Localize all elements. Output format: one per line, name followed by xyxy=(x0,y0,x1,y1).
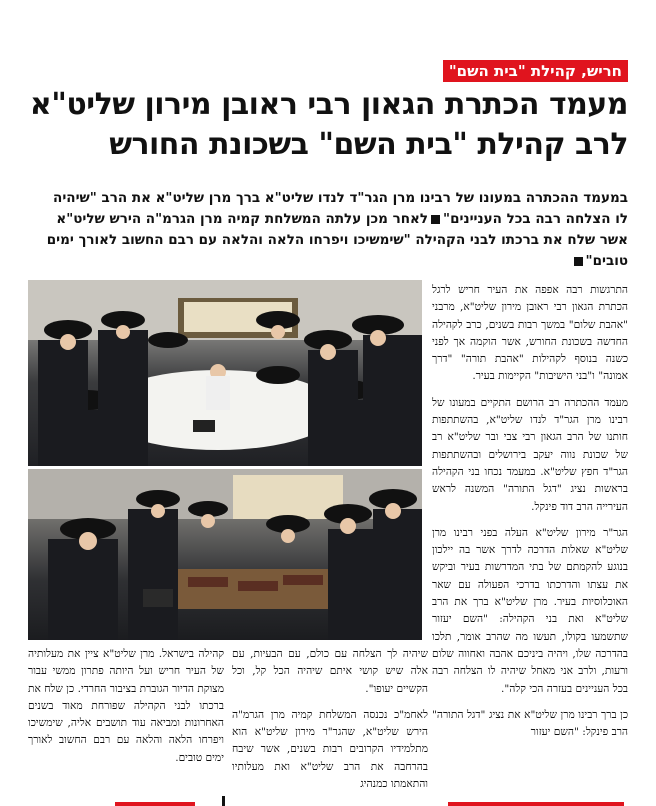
bullet-square-icon xyxy=(431,215,440,224)
headline-line-1: מעמד הכתרת הגאון רבי ראובן מירון שליט"א xyxy=(29,87,628,122)
bottom-red-tab-left xyxy=(115,802,195,806)
photo-top xyxy=(28,280,422,466)
column-right-paragraph-3: הגר"ר מירון שליט"א העלה בפני רבינו מרן שליט"א שאלות הדרכה לדרך אשר בה יילכון בנוגע להקמתם של בתי המדרשות בעיר וביקש את עצתו והדרכתו בדרכי הפעולה עם שאר האוכלוסיות בעיר. מרן שליט"א ברך את הרב שליט"א ואת בני הקהילה: "השם יעזור שתשמעו בקולו, תעשו מה שהרב אומר, תלכו בהדרכה שלו, ויהיה ביניכם אהבה ואחווה שלום ורעות, ולרב אני מאחל שיהיה לו הצלחה רבה בכל העניינים בעזרה הכי קלה". xyxy=(432,526,628,695)
subhead-line-3: אשר שלח את ברכתו לבני הקהילה "שימשיכו ויפרחו הלאה והלאה עם רבם החשוב לאורך ימים xyxy=(46,232,628,248)
subhead-line-4 xyxy=(28,251,628,272)
subhead-line-4-text: טובים" xyxy=(585,253,628,269)
headline-line-2: לרב קהילת "בית השם" בשכונת החורש xyxy=(109,127,628,162)
photo-top-illustration xyxy=(28,280,422,466)
end-square-icon xyxy=(574,257,583,266)
subhead-line-1: במעמד ההכתרה במעונו של רבינו מרן הגר"ד לנדו שליט"א ברך מרן שליט"א את הרב "שיהיה xyxy=(53,190,628,206)
column-right-paragraph-2: מעמד ההכתרה רב הרושם התקיים במעונו של רבינו מרן הגר"ד לנדו שליט"א, בהשתתפות חותנו של הרב הגאון רבי צבי ובר שליט"א רב של שכונת נווה יעקב בירושלים ובהשתתפות הגר"ד חפץ שליט"א. במעמד נכחו בני הקהילה בראשות נציג "דגל התורה" המשנה לראש העירייה הרב דוד פינקל. xyxy=(432,396,628,513)
subhead-line-2 xyxy=(28,209,628,230)
column-left-paragraph-1: קהילה בישראל. מרן שליט"א ציין את מעלותיה של העיר חריש ועל היותה פתרון ממשי עבור מצוקת הדיור הגוברת בציבור החרדי. כן שלח את ברכתו לבני הקהילה שפורחת מאוד בשנים האחרונות ומביאה עוד תושבים אליה, שימשיכו ויפרחו הלאה והלאה עם רבם החשוב לאורך ימים טובים. xyxy=(28,648,224,764)
page-divider-mark xyxy=(222,796,225,806)
bottom-red-tab-right xyxy=(448,802,624,806)
subhead-line-2b: לאחר מכן עלתה המשלחת קמיה מרן הגרמ"ה הירש שליט"א xyxy=(56,211,429,227)
photo-bottom xyxy=(28,469,422,640)
column-right-paragraph-1: התרגשות רבה אפפה את העיר חריש לרגל הכתרת הגאון רבי ראובן מירון שליט"א, מרבני "אהבת שלום" במשך רבות בשנים, כרב לקהילה החדשה בשכונת החורש, אשר הוקמה אך לפני כשנה בנוסף לקהילות "אהבת תורה" "דרך אמונה" ו"בני הישיבות" הקיימות בעיר. xyxy=(432,284,628,383)
article-subhead xyxy=(28,188,628,272)
section-kicker: חריש, קהילת "בית השם" xyxy=(443,60,628,82)
article-column-right xyxy=(432,282,628,800)
article-column-bottom-middle xyxy=(232,646,428,798)
article-headline xyxy=(28,85,628,165)
photo-bottom-illustration xyxy=(28,469,422,640)
article-column-bottom-left xyxy=(28,646,224,798)
column-right-paragraph-4: כן ברך רבינו מרן שליט"א את נציג "דגל התורה" הרב פינקל: "השם יעזור xyxy=(432,708,628,739)
subhead-line-2a: לו הצלחה רבה בכל העניינים" xyxy=(443,211,628,227)
column-middle-paragraph-1: שיהיה לך הצלחה עם כולם, עם הבעיות, עם אלה שיש קושי איתם שיהיה הכל קל, וכל הקשיים יעופו". xyxy=(232,648,428,695)
column-middle-paragraph-2: לאחמ"כ נכנסה המשלחת קמיה מרן הגרמ"ה הירש שליט"א, שהגר"ר מירון שליט"א הוא מתלמידיו הקרובים רבות בשנים, אשר שיבח בהרחבה את הרב שליט"א ואת מעלותיו והתאמתו כמנהיג xyxy=(232,708,428,791)
